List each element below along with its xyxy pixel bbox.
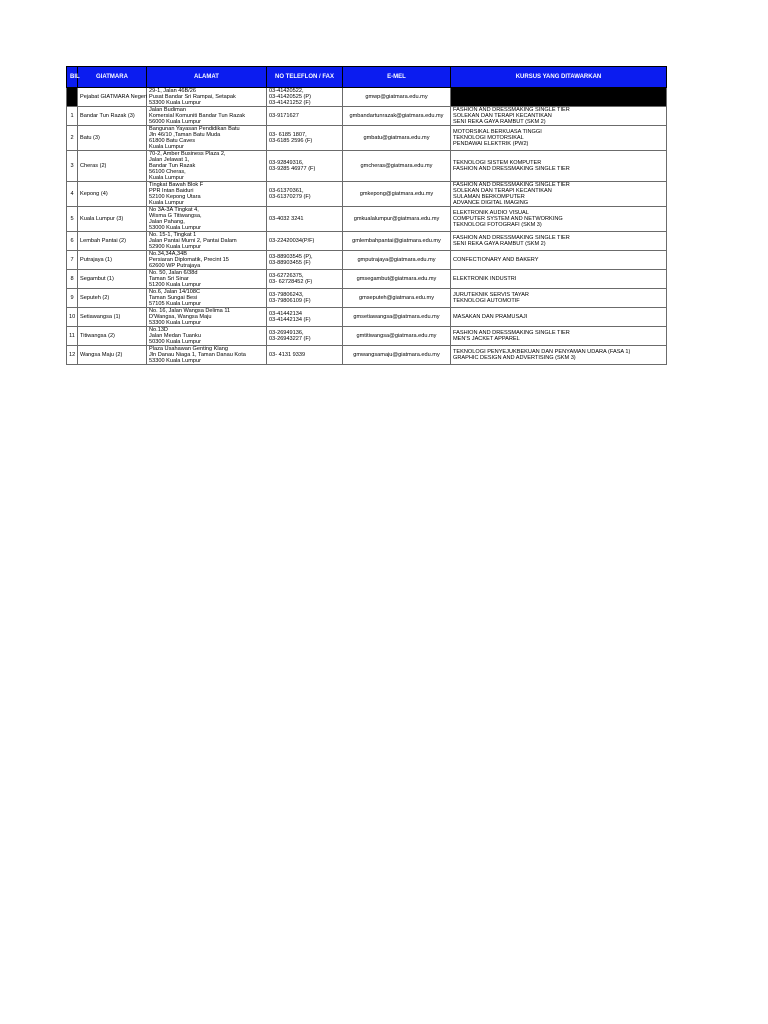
cell-alamat	[147, 182, 267, 207]
cell-email: gmbandartunrazak@giatmara.edu.my	[343, 107, 451, 126]
cell-kursus	[451, 207, 667, 232]
cell-giatmara: Bandar Tun Razak (3)	[78, 107, 147, 126]
cell-telefon	[267, 251, 343, 270]
cell-kursus	[451, 107, 667, 126]
cell-alamat	[147, 270, 267, 289]
cell-telefon	[267, 126, 343, 151]
cell-telefon	[267, 88, 343, 107]
header-alamat: ALAMAT	[147, 67, 267, 88]
cell-alamat	[147, 126, 267, 151]
alamat-line: Jalan Pahang,	[149, 219, 185, 225]
table-row	[67, 251, 667, 270]
cell-kursus	[451, 151, 667, 182]
alamat-line: No.6, Jalan 14/108C	[149, 289, 200, 295]
cell-alamat	[147, 207, 267, 232]
cell-giatmara: Kuala Lumpur (3)	[78, 207, 147, 232]
kursus-line: ELEKTRONIK INDUSTRI	[453, 276, 517, 282]
alamat-line: 56000 Kuala Lumpur	[149, 119, 201, 125]
cell-giatmara: Pejabat GIATMARA Negeri	[78, 88, 147, 107]
cell-giatmara: Kepong (4)	[78, 182, 147, 207]
alamat-line: Taman Sri Sinar	[149, 276, 189, 282]
header-telefon: NO TELEFLON / FAX	[267, 67, 343, 88]
cell-alamat	[147, 308, 267, 327]
alamat-line: 53300 Kuala Lumpur	[149, 100, 201, 106]
cell-giatmara: Putrajaya (1)	[78, 251, 147, 270]
alamat-line: No.34,34A,34B	[149, 251, 187, 257]
telefon-line: 03-62726375,	[269, 273, 304, 279]
alamat-line: 29-1, Jalan 46B/26	[149, 88, 196, 94]
cell-telefon	[267, 151, 343, 182]
cell-email: gmwp@giatmara.edu.my	[343, 88, 451, 107]
kursus-line: TEKNOLOGI MOTORSIKAL	[453, 135, 524, 141]
cell-bil: 2	[67, 126, 78, 151]
alamat-line: Jalan Budiman	[149, 107, 187, 113]
cell-bil: 4	[67, 182, 78, 207]
cell-alamat	[147, 107, 267, 126]
telefon-line: 03-61370361,	[269, 188, 304, 194]
header-kursus: KURSUS YANG DITAWARKAN	[451, 67, 667, 88]
alamat-line: 57105 Kuala Lumpur	[149, 301, 201, 307]
table-row	[67, 270, 667, 289]
table-row	[67, 126, 667, 151]
cell-giatmara: Cheras (2)	[78, 151, 147, 182]
alamat-line: Tingkat Bawah Blok F	[149, 182, 204, 188]
alamat-line: Jln 46/10 ,Taman Batu Muda	[149, 132, 221, 138]
telefon-line: 03-9171627	[269, 113, 299, 119]
table-row	[67, 346, 667, 365]
cell-kursus	[451, 270, 667, 289]
telefon-line: 03-41442134	[269, 311, 302, 317]
cell-telefon	[267, 308, 343, 327]
telefon-line: 03-41442134 (F)	[269, 317, 311, 323]
kursus-line: TEKNOLOGI AUTOMOTIF	[453, 298, 520, 304]
cell-giatmara: Titiwangsa (2)	[78, 327, 147, 346]
table-row	[67, 327, 667, 346]
alamat-line: Jalan Medan Tuanku	[149, 333, 201, 339]
cell-telefon	[267, 232, 343, 251]
table-row	[67, 207, 667, 232]
cell-kursus	[451, 346, 667, 365]
kursus-line: FASHION AND DRESSMAKING SINGLE TIER	[453, 235, 570, 241]
table-body	[67, 88, 667, 365]
alamat-line: 50300 Kuala Lumpur	[149, 339, 201, 345]
kursus-line: FASHION AND DRESSMAKING SINGLE TIER	[453, 330, 570, 336]
cell-email: gmsegambut@giatmara.edu.my	[343, 270, 451, 289]
alamat-line: No. 50, Jalan 6/38d	[149, 270, 198, 276]
telefon-line: 03-88903455 (F)	[269, 260, 311, 266]
telefon-line: 03-41420522,	[269, 88, 304, 94]
kursus-line: MOTORSIKAL BERKUASA TINGGI	[453, 129, 542, 135]
cell-giatmara: Lembah Pantai (2)	[78, 232, 147, 251]
cell-alamat	[147, 251, 267, 270]
kursus-line: JURUTEKNIK SERVIS TAYAR	[453, 292, 529, 298]
telefon-line: 03-92849316,	[269, 160, 304, 166]
telefon-line: 03-61370279 (F)	[269, 194, 311, 200]
cell-kursus	[451, 126, 667, 151]
cell-email: gmseputeh@giatmara.edu.my	[343, 289, 451, 308]
alamat-line: Kuala Lumpur	[149, 144, 184, 150]
alamat-line: No. 15-1, Tingkat 1	[149, 232, 197, 238]
alamat-line: 53000 Kuala Lumpur	[149, 225, 201, 231]
cell-email: gmputrajaya@giatmara.edu.my	[343, 251, 451, 270]
cell-email: gmbatu@giatmara.edu.my	[343, 126, 451, 151]
alamat-line: D'Wangsa, Wangsa Maju	[149, 314, 212, 320]
alamat-line: Jln Danau Niaga 1, Taman Danau Kota	[149, 352, 246, 358]
kursus-line: TEKNOLOGI FOTOGRAFI (SKM 3)	[453, 222, 542, 228]
cell-alamat	[147, 151, 267, 182]
cell-kursus	[451, 182, 667, 207]
alamat-line: 70-2, Amber Business Plaza 2,	[149, 151, 226, 157]
alamat-line: No 3A-3A Tingkat 4,	[149, 207, 199, 213]
telefon-line: 03- 6185 1807,	[269, 132, 307, 138]
telefon-line: 03-4032 3241	[269, 216, 304, 222]
cell-email: gmtitiwangsa@giatmara.edu.my	[343, 327, 451, 346]
cell-kursus	[451, 232, 667, 251]
alamat-line: 52900 Kuala Lumpur	[149, 244, 201, 250]
cell-alamat	[147, 232, 267, 251]
telefon-line: 03-41420525 (P)	[269, 94, 311, 100]
kursus-line: CONFECTIONARY AND BAKERY	[453, 257, 539, 263]
kursus-line: PENDAWAI ELEKTRIK (PW2)	[453, 141, 529, 147]
alamat-line: Pusat Bandar Sri Rampai, Setapak	[149, 94, 236, 100]
kursus-line: ADVANCE DIGITAL IMAGING	[453, 200, 529, 206]
cell-bil: 10	[67, 308, 78, 327]
cell-giatmara: Seputeh (2)	[78, 289, 147, 308]
kursus-line: MASAKAN DAN PRAMUSAJI	[453, 314, 528, 320]
cell-giatmara: Segambut (1)	[78, 270, 147, 289]
kursus-line: SENI REKA GAYA RAMBUT (SKM 2)	[453, 119, 546, 125]
alamat-line: No.13D	[149, 327, 168, 333]
table-row	[67, 182, 667, 207]
cell-kursus	[451, 308, 667, 327]
cell-bil: 11	[67, 327, 78, 346]
alamat-line: 62600 WP Putrajaya	[149, 263, 201, 269]
telefon-line: 03-26949136,	[269, 330, 304, 336]
alamat-line: Bangunan Yayasan Pendidikan Batu	[149, 126, 240, 132]
cell-telefon	[267, 346, 343, 365]
kursus-line: FASHION AND DRESSMAKING SINGLE TIER	[453, 182, 570, 188]
telefon-line: 03-41421252 (F)	[269, 100, 311, 106]
header-email: E-MEL	[343, 67, 451, 88]
alamat-line: Wisma G Titiwangsa,	[149, 213, 202, 219]
header-giatmara: GIATMARA	[78, 67, 147, 88]
cell-kursus	[451, 88, 667, 107]
alamat-line: No. 16, Jalan Wangsa Delima 11	[149, 308, 231, 314]
cell-bil: 6	[67, 232, 78, 251]
kursus-line: GRAPHIC DESIGN AND ADVERTISING (SKM 3)	[453, 355, 576, 361]
cell-bil: 8	[67, 270, 78, 289]
cell-email: gmkualalumpur@giatmara.edu.my	[343, 207, 451, 232]
giatmara-table	[66, 66, 667, 365]
alamat-line: Jalan Jelawat 1,	[149, 157, 190, 163]
table-row	[67, 151, 667, 182]
cell-kursus	[451, 327, 667, 346]
kursus-line: COMPUTER SYSTEM AND NETWORKING	[453, 216, 563, 222]
telefon-line: 03- 62728452 (F)	[269, 279, 313, 285]
kursus-line: SULAMAN BERKOMPUTER	[453, 194, 525, 200]
cell-bil: 5	[67, 207, 78, 232]
kursus-line: FASHION AND DRESSMAKING SINGLE TIER	[453, 166, 570, 172]
cell-telefon	[267, 327, 343, 346]
table-row	[67, 308, 667, 327]
cell-email: gmsetiawangsa@giatmara.edu.my	[343, 308, 451, 327]
cell-giatmara: Setiawangsa (1)	[78, 308, 147, 327]
cell-email: gmlembahpantai@giatmara.edu.my	[343, 232, 451, 251]
alamat-line: Jalan Pantai Murni 2, Pantai Dalam	[149, 238, 237, 244]
telefon-line: 03-6185 2596 (F)	[269, 138, 313, 144]
alamat-line: PPR Intan Baiduri	[149, 188, 194, 194]
cell-telefon	[267, 207, 343, 232]
cell-kursus	[451, 289, 667, 308]
telefon-line: 03- 4131 9339	[269, 352, 306, 358]
kursus-line: TEKNOLOGI PENYEJUKBEKUAN DAN PENYAMAN UDARA (FASA 1)	[453, 349, 631, 355]
table-row	[67, 232, 667, 251]
alamat-line: Bandar Tun Razak	[149, 163, 196, 169]
kursus-line: FASHION AND DRESSMAKING SINGLE TIER	[453, 107, 570, 113]
kursus-line: MEN'S JACKET APPAREL	[453, 336, 520, 342]
cell-giatmara: Batu (3)	[78, 126, 147, 151]
header-bil: BIL	[67, 67, 78, 88]
kursus-line: SENI REKA GAYA RAMBUT (SKM 2)	[453, 241, 546, 247]
header-row	[67, 67, 667, 88]
cell-telefon	[267, 107, 343, 126]
alamat-line: Komersial Komuniti Bandar Tun Razak	[149, 113, 246, 119]
cell-telefon	[267, 289, 343, 308]
alamat-line: Taman Sungai Besi	[149, 295, 198, 301]
cell-email: gmkepong@giatmara.edu.my	[343, 182, 451, 207]
cell-alamat	[147, 289, 267, 308]
telefon-line: 03-26943227 (F)	[269, 336, 311, 342]
kursus-line: TEKNOLOGI SISTEM KOMPUTER	[453, 160, 542, 166]
alamat-line: 51200 Kuala Lumpur	[149, 282, 201, 288]
alamat-line: 53300 Kuala Lumpur	[149, 320, 201, 326]
cell-alamat	[147, 88, 267, 107]
telefon-line: 03-79806243,	[269, 292, 304, 298]
cell-email: gmcheras@giatmara.edu.my	[343, 151, 451, 182]
kursus-line: SOLEKAN DAN TERAPI KECANTIKAN	[453, 188, 552, 194]
telefon-line: 03-88903545 (P),	[269, 254, 313, 260]
cell-bil: 1	[67, 107, 78, 126]
alamat-line: Kuala Lumpur	[149, 175, 184, 181]
table-row	[67, 107, 667, 126]
telefon-line: 03-9285 46977 (F)	[269, 166, 316, 172]
telefon-line: 03-22420034(P/F)	[269, 238, 315, 244]
cell-giatmara: Wangsa Maju (2)	[78, 346, 147, 365]
cell-bil: 12	[67, 346, 78, 365]
kursus-line: SOLEKAN DAN TERAPI KECANTIKAN	[453, 113, 552, 119]
cell-bil: 7	[67, 251, 78, 270]
alamat-line: Plaza Usahawan Genting Klang	[149, 346, 228, 352]
alamat-line: 53300 Kuala Lumpur	[149, 358, 201, 364]
cell-telefon	[267, 182, 343, 207]
telefon-line: 03-79806109 (F)	[269, 298, 311, 304]
cell-telefon	[267, 270, 343, 289]
table-row	[67, 289, 667, 308]
alamat-line: 56100 Cheras,	[149, 169, 186, 175]
cell-bil: 3	[67, 151, 78, 182]
alamat-line: 52100 Kepong Utara	[149, 194, 201, 200]
kursus-line: ELEKTRONIK AUDIO VISUAL	[453, 210, 529, 216]
alamat-line: Persiaran Diplomatik, Precint 15	[149, 257, 229, 263]
alamat-line: 61800 Batu Caves	[149, 138, 196, 144]
cell-bil: 9	[67, 289, 78, 308]
cell-bil	[67, 88, 78, 107]
alamat-line: Kuala Lumpur	[149, 200, 184, 206]
cell-kursus	[451, 251, 667, 270]
cell-email: gmwangsamaju@giatmara.edu.my	[343, 346, 451, 365]
table-row-hq	[67, 88, 667, 107]
cell-alamat	[147, 346, 267, 365]
cell-alamat	[147, 327, 267, 346]
